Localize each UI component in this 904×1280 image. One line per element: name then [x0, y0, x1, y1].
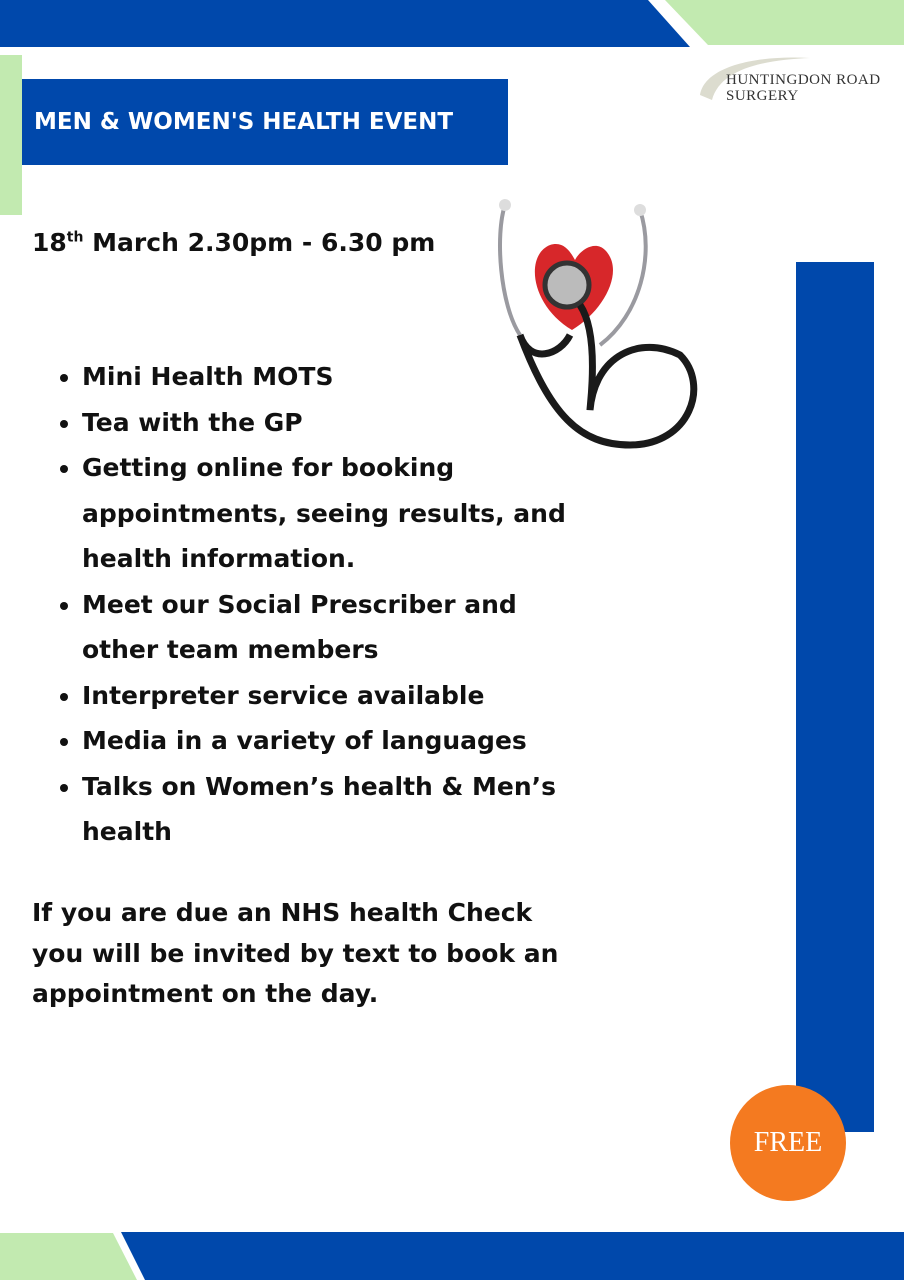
event-day-suffix: th	[66, 229, 84, 246]
list-item: • Talks on Women’s health & Men’s health	[82, 764, 582, 855]
list-item: • Media in a variety of languages	[82, 718, 582, 764]
list-item: • Tea with the GP	[82, 400, 582, 446]
list-item: • Getting online for booking appointments, seeing results, and health information.	[82, 445, 582, 582]
health-check-note: If you are due an NHS health Check you will be invited by text to book an appointment on the day.	[32, 898, 559, 1008]
event-title: MEN & WOMEN'S HEALTH EVENT	[22, 79, 508, 165]
list-item: • Mini Health MOTS	[82, 354, 582, 400]
event-date	[32, 228, 435, 257]
right-blue-bar	[796, 262, 874, 1132]
free-badge: FREE	[730, 1085, 846, 1201]
event-day: 18	[32, 228, 67, 257]
activities-list	[40, 354, 582, 855]
logo-line-1: HUNTINGDON ROAD	[726, 72, 881, 88]
left-green-bar	[0, 55, 22, 215]
logo-line-2: SURGERY	[726, 88, 799, 104]
top-blue-band	[0, 0, 690, 47]
list-item: • Meet our Social Prescriber and other team members	[82, 582, 582, 673]
list-item: • Interpreter service available	[82, 673, 582, 719]
surgery-logo	[726, 72, 881, 104]
bottom-green-band	[0, 1233, 137, 1280]
event-time: March 2.30pm - 6.30 pm	[83, 228, 436, 257]
top-green-band	[665, 0, 904, 45]
bottom-blue-band	[121, 1232, 904, 1280]
